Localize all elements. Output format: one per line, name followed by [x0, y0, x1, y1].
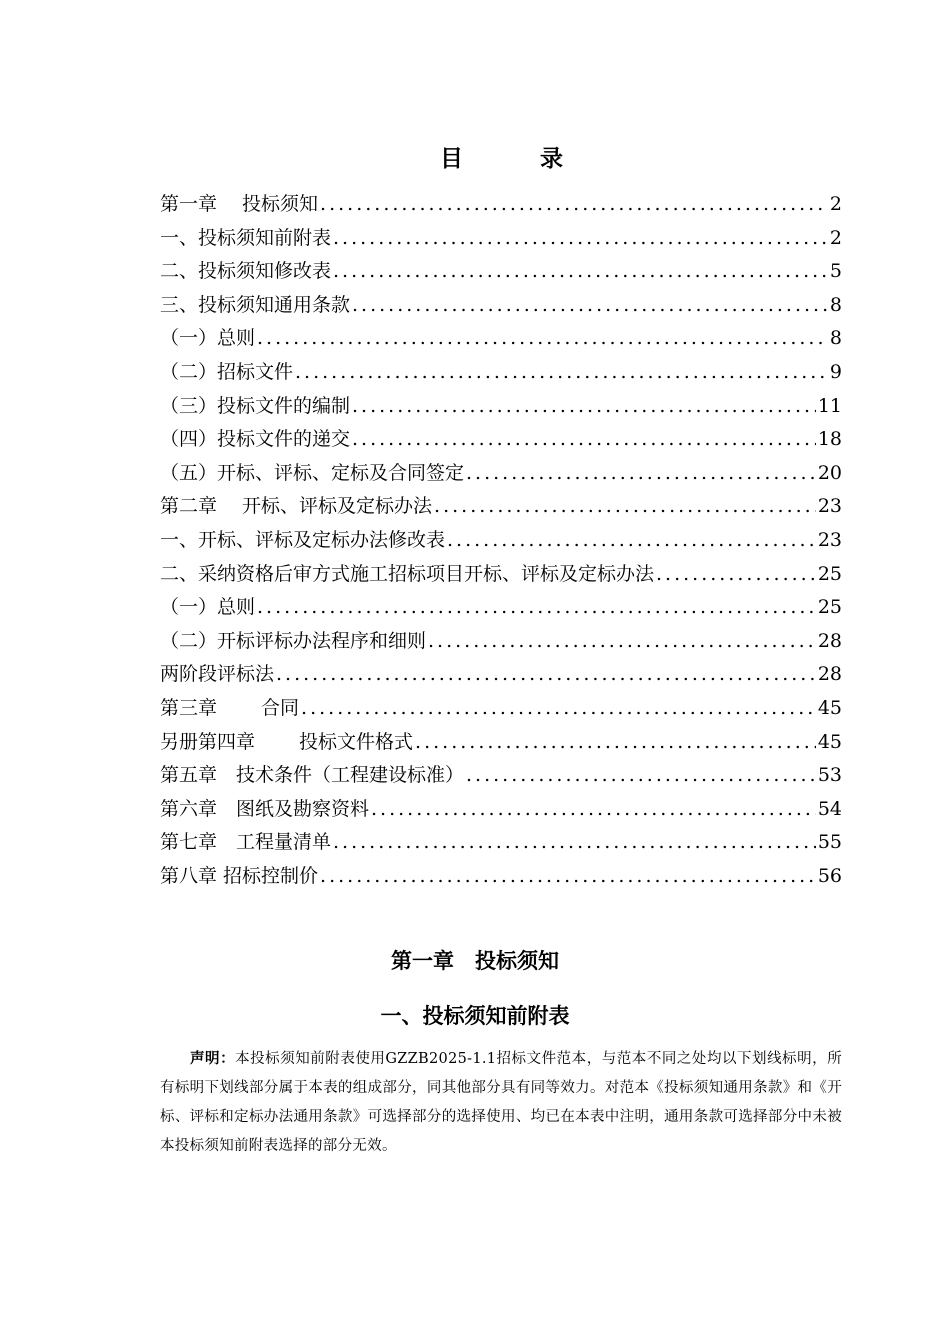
toc-entry[interactable] [160, 289, 842, 323]
toc-entry-page: 28 [817, 629, 842, 652]
toc-entry[interactable] [160, 524, 842, 558]
toc-entry-leader [352, 390, 816, 424]
toc-entry-page: 2 [829, 193, 842, 215]
toc-entry-label: （一）总则 [160, 596, 256, 619]
toc-entry[interactable] [160, 726, 842, 760]
toc-entry-label: 第五章 技术条件（工程建设标准） [160, 764, 465, 787]
toc-entry-leader [415, 726, 816, 760]
toc-entry-leader [320, 188, 828, 222]
toc-entry-leader [352, 423, 816, 457]
toc-entry[interactable] [160, 625, 842, 659]
toc-entry-leader [352, 289, 828, 323]
toc-entry[interactable] [160, 558, 842, 592]
toc-entry-label: （五）开标、评标、定标及合同签定 [160, 461, 465, 484]
toc-entry-page: 55 [817, 831, 842, 854]
toc-entry-leader [257, 322, 828, 356]
toc-entry[interactable] [160, 793, 842, 827]
toc-list [160, 188, 842, 893]
toc-entry-label: 一、开标、评标及定标办法修改表 [160, 528, 446, 551]
toc-entry[interactable] [160, 322, 842, 356]
toc-entry-leader [301, 692, 816, 726]
toc-entry[interactable] [160, 692, 842, 726]
statement-paragraph [160, 1044, 842, 1161]
toc-entry[interactable] [160, 356, 842, 390]
toc-entry[interactable] [160, 188, 842, 222]
toc-entry[interactable] [160, 423, 842, 457]
toc-entry-page: 20 [817, 461, 842, 484]
toc-title-left: 目 [440, 145, 463, 172]
toc-entry-leader [333, 255, 828, 289]
toc-entry[interactable] [160, 457, 842, 491]
toc-entry-leader [257, 591, 816, 625]
toc-entry-label: 第三章 合同 [160, 696, 300, 719]
toc-entry-page: 5 [829, 260, 842, 283]
toc-entry-page: 56 [817, 864, 842, 887]
toc-entry-label: 二、采纳资格后审方式施工招标项目开标、评标及定标办法 [160, 562, 655, 585]
toc-entry[interactable] [160, 222, 842, 256]
toc-entry-page: 25 [817, 596, 842, 619]
toc-entry[interactable] [160, 591, 842, 625]
toc-entry-page: 23 [817, 528, 842, 551]
toc-entry-label: （二）开标评标办法程序和细则 [160, 629, 427, 652]
toc-entry-leader [656, 558, 816, 592]
toc-entry-leader [333, 826, 816, 860]
toc-entry[interactable] [160, 390, 842, 424]
toc-entry[interactable] [160, 490, 842, 524]
toc-entry-label: 二、投标须知修改表 [160, 260, 332, 283]
toc-entry-page: 28 [817, 663, 842, 686]
toc-entry-leader [428, 625, 816, 659]
toc-entry-label: 第一章 投标须知 [160, 193, 319, 215]
chapter-heading: 第一章 投标须知 [391, 949, 559, 973]
toc-entry[interactable] [160, 826, 842, 860]
toc-entry-label: 两阶段评标法 [160, 663, 275, 686]
toc-entry[interactable] [160, 860, 842, 894]
toc-entry-label: 三、投标须知通用条款 [160, 293, 351, 316]
toc-entry-leader [371, 793, 816, 827]
toc-entry-leader [447, 524, 816, 558]
toc-entry-leader [295, 356, 828, 390]
statement-text: 本投标须知前附表使用GZZB2025-1.1招标文件范本，与范本不同之处均以下划线标明，所有标明下划线部分属于本表的组成部分，同其他部分具有同等效力。对范本《投标须知通用条款》和《开标、评标和定标办法通用条款》可选择部分的选择使用、均已在本表中注明，通用条款可选择部分中未被本投标须知前附表选择的部分无效。 [160, 1051, 843, 1154]
toc-entry-leader [466, 759, 816, 793]
toc-entry[interactable] [160, 759, 842, 793]
toc-entry-label: （二）招标文件 [160, 360, 294, 383]
toc-entry-leader [276, 658, 816, 692]
toc-entry[interactable] [160, 255, 842, 289]
toc-entry-label: 第八章 招标控制价 [160, 864, 319, 887]
toc-entry-leader [434, 490, 816, 524]
toc-entry-page: 45 [817, 730, 842, 753]
toc-entry-label: （三）投标文件的编制 [160, 394, 351, 417]
toc-entry-leader [333, 222, 828, 256]
toc-entry-page: 53 [817, 764, 842, 787]
toc-entry-leader [320, 860, 816, 894]
toc-entry-label: 另册第四章 投标文件格式 [160, 730, 414, 753]
toc-entry-page: 25 [817, 562, 842, 585]
toc-entry-page: 2 [829, 226, 842, 249]
toc-entry-label: （四）投标文件的递交 [160, 428, 351, 451]
toc-entry-page: 9 [829, 360, 842, 383]
toc-title-right: 录 [540, 145, 563, 172]
toc-entry[interactable] [160, 658, 842, 692]
toc-entry-page: 18 [817, 428, 842, 451]
section-heading: 一、投标须知前附表 [380, 1004, 570, 1028]
toc-entry-page: 54 [817, 797, 842, 820]
toc-entry-page: 45 [817, 696, 842, 719]
toc-entry-page: 23 [817, 495, 842, 518]
toc-entry-label: 第二章 开标、评标及定标办法 [160, 495, 433, 518]
toc-entry-label: 一、投标须知前附表 [160, 226, 332, 249]
toc-entry-label: （一）总则 [160, 327, 256, 350]
toc-entry-page: 11 [817, 394, 842, 417]
toc-entry-label: 第七章 工程量清单 [160, 831, 332, 854]
toc-entry-page: 8 [829, 293, 842, 316]
toc-entry-leader [466, 457, 816, 491]
toc-entry-page: 8 [829, 327, 842, 350]
toc-entry-label: 第六章 图纸及勘察资料 [160, 797, 370, 820]
statement-label: 声明： [190, 1050, 236, 1067]
